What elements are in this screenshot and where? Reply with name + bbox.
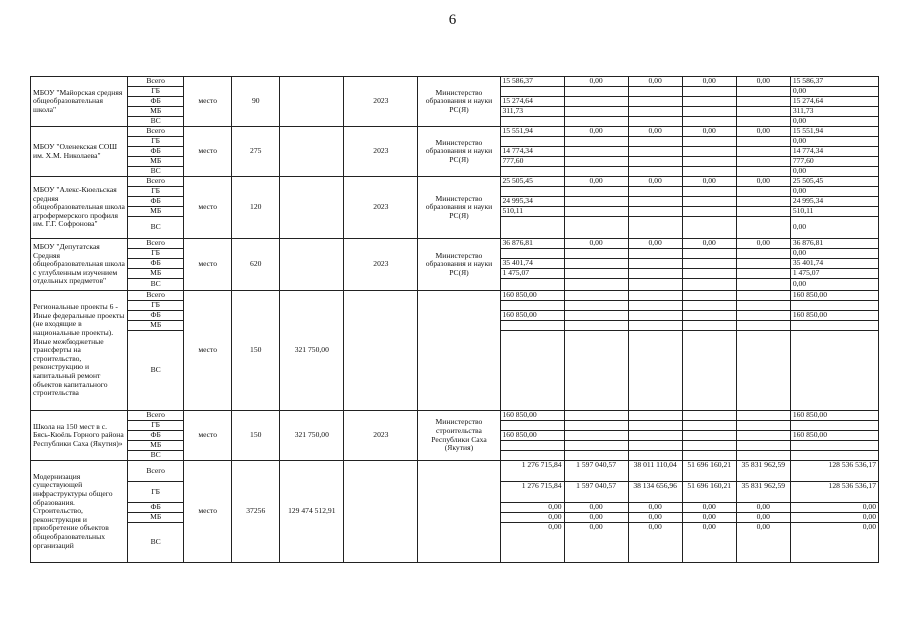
funding-source: ВС [128,279,184,291]
funding-table [30,76,879,563]
amount-cell: 35 401,74 [500,259,564,269]
amount-cell: 35 401,74 [790,259,878,269]
amount-cell: 1 597 040,57 [564,482,628,503]
amount-cell [682,441,736,451]
amount-cell [736,187,790,197]
amount-cell [564,197,628,207]
amount-cell: 160 850,00 [790,311,878,321]
amount-cell [736,137,790,147]
amount-cell: 0,00 [564,77,628,87]
amount-cell [736,207,790,217]
executor-cell: Министерство образования и науки РС(Я) [418,77,500,127]
amount-cell: 14 774,34 [500,147,564,157]
amount-cell [564,451,628,461]
amount-cell: 160 850,00 [500,291,564,301]
amount-cell [790,441,878,451]
amount-cell: 0,00 [736,177,790,187]
amount-cell: 24 995,34 [790,197,878,207]
amount-cell [628,197,682,207]
funding-source: МБ [128,107,184,117]
amount-cell: 1 597 040,57 [564,461,628,482]
amount-cell [736,269,790,279]
amount-cell [564,431,628,441]
amount-cell: 35 831 962,59 [736,461,790,482]
amount-cell: 0,00 [682,77,736,87]
year-cell: 2023 [344,411,418,461]
amount-cell: 24 995,34 [500,197,564,207]
object-name: МБОУ "Майорская средняя общеобразовательная школа" [31,77,128,127]
funding-source: ФБ [128,147,184,157]
amount-cell [564,107,628,117]
capacity-cell: 37256 [232,461,280,563]
amount-cell [628,217,682,239]
table-row [31,239,879,249]
object-name: МБОУ "Оленекская СОШ им. Х.М. Николаева" [31,127,128,177]
amount-cell [790,421,878,431]
amount-cell: 51 696 160,21 [682,461,736,482]
year-cell [344,291,418,411]
amount-cell [736,311,790,321]
amount-cell: 0,00 [736,239,790,249]
amount-cell: 0,00 [736,523,790,563]
amount-cell: 51 696 160,21 [682,482,736,503]
amount-cell [500,279,564,291]
amount-cell [736,279,790,291]
amount-cell [682,147,736,157]
amount-cell [682,321,736,331]
amount-cell [564,207,628,217]
amount-cell [682,291,736,301]
amount-cell [628,259,682,269]
funding-source: МБ [128,441,184,451]
amount-cell [500,331,564,411]
amount-cell: 0,00 [628,239,682,249]
amount-cell: 777,60 [790,157,878,167]
amount-cell [682,431,736,441]
amount-cell [736,249,790,259]
amount-cell [564,331,628,411]
amount-cell [564,269,628,279]
cost-cell [280,239,344,291]
amount-cell [736,157,790,167]
amount-cell [736,167,790,177]
amount-cell: 0,00 [628,77,682,87]
funding-source: ГБ [128,482,184,503]
amount-cell [682,87,736,97]
amount-cell [736,291,790,301]
page-number: 6 [448,12,457,28]
funding-source: МБ [128,513,184,523]
amount-cell [682,331,736,411]
amount-cell [500,167,564,177]
amount-cell [736,321,790,331]
amount-cell [682,301,736,311]
executor-cell: Министерство образования и науки РС(Я) [418,239,500,291]
cost-cell: 321 750,00 [280,291,344,411]
amount-cell [682,311,736,321]
funding-source: Всего [128,239,184,249]
amount-cell: 0,00 [564,513,628,523]
amount-cell [628,331,682,411]
object-name: Школа на 150 мест в с. Бясь-Кюёль Горного района Республики Саха (Якутия)» [31,411,128,461]
amount-cell [736,147,790,157]
amount-cell [564,137,628,147]
amount-cell: 0,00 [564,127,628,137]
amount-cell [736,97,790,107]
unit-cell: место [184,461,232,563]
year-cell: 2023 [344,177,418,239]
amount-cell: 15 586,37 [500,77,564,87]
funding-source: Всего [128,177,184,187]
amount-cell: 160 850,00 [790,291,878,301]
funding-source: ФБ [128,259,184,269]
amount-cell [736,301,790,311]
table-row [31,461,879,482]
amount-cell [736,451,790,461]
amount-cell [628,107,682,117]
funding-source: Всего [128,411,184,421]
amount-cell: 0,00 [790,249,878,259]
amount-cell [790,321,878,331]
amount-cell [500,421,564,431]
amount-cell [682,421,736,431]
amount-cell [628,311,682,321]
amount-cell [682,197,736,207]
amount-cell: 0,00 [790,503,878,513]
amount-cell [682,107,736,117]
capacity-cell: 620 [232,239,280,291]
amount-cell [628,441,682,451]
amount-cell: 0,00 [500,523,564,563]
amount-cell: 0,00 [628,513,682,523]
amount-cell [790,301,878,311]
amount-cell [682,217,736,239]
table-row [31,291,879,301]
amount-cell [564,311,628,321]
table-row [31,127,879,137]
table-row [31,177,879,187]
amount-cell: 0,00 [736,127,790,137]
amount-cell [628,421,682,431]
amount-cell: 311,73 [790,107,878,117]
amount-cell [682,259,736,269]
funding-source: Всего [128,461,184,482]
amount-cell: 510,11 [790,207,878,217]
amount-cell: 777,60 [500,157,564,167]
amount-cell [500,187,564,197]
amount-cell [682,117,736,127]
amount-cell [564,147,628,157]
cost-cell: 129 474 512,91 [280,461,344,563]
executor-cell: Министерство образования и науки РС(Я) [418,127,500,177]
capacity-cell: 120 [232,177,280,239]
amount-cell [500,441,564,451]
amount-cell [628,207,682,217]
amount-cell [628,137,682,147]
amount-cell [736,421,790,431]
amount-cell [736,217,790,239]
unit-cell: место [184,239,232,291]
amount-cell: 311,73 [500,107,564,117]
year-cell [344,461,418,563]
amount-cell [682,451,736,461]
funding-source: Всего [128,291,184,301]
funding-source: МБ [128,269,184,279]
amount-cell: 36 876,81 [790,239,878,249]
amount-cell: 15 586,37 [790,77,878,87]
amount-cell: 0,00 [682,127,736,137]
amount-cell [564,187,628,197]
amount-cell [628,147,682,157]
amount-cell [736,259,790,269]
amount-cell: 14 774,34 [790,147,878,157]
amount-cell: 128 536 536,17 [790,482,878,503]
amount-cell [628,279,682,291]
amount-cell [628,249,682,259]
amount-cell [628,97,682,107]
amount-cell: 36 876,81 [500,239,564,249]
amount-cell: 0,00 [790,87,878,97]
object-name: МБОУ "Алекс-Кюельская средняя общеобразовательная школа агрофермерского профиля им. Г.Г. Софронова" [31,177,128,239]
amount-cell: 38 134 656,96 [628,482,682,503]
cost-cell [280,127,344,177]
amount-cell: 0,00 [628,177,682,187]
amount-cell [682,207,736,217]
amount-cell [628,87,682,97]
amount-cell: 0,00 [790,513,878,523]
amount-cell: 1 475,07 [500,269,564,279]
table-row [31,411,879,421]
unit-cell: место [184,177,232,239]
amount-cell [628,167,682,177]
amount-cell: 15 551,94 [500,127,564,137]
amount-cell: 128 536 536,17 [790,461,878,482]
amount-cell: 0,00 [564,177,628,187]
amount-cell [564,87,628,97]
funding-source: ГБ [128,421,184,431]
amount-cell: 0,00 [628,523,682,563]
amount-cell: 0,00 [736,503,790,513]
amount-cell: 160 850,00 [790,431,878,441]
executor-cell [418,461,500,563]
amount-cell [628,291,682,301]
funding-source: ГБ [128,249,184,259]
amount-cell [736,197,790,207]
funding-source: ФБ [128,431,184,441]
amount-cell [500,321,564,331]
funding-source: МБ [128,207,184,217]
cost-cell: 321 750,00 [280,411,344,461]
year-cell: 2023 [344,77,418,127]
funding-source: ВС [128,117,184,127]
amount-cell [628,411,682,421]
amount-cell [736,411,790,421]
amount-cell [736,431,790,441]
funding-source: ФБ [128,311,184,321]
amount-cell: 0,00 [682,239,736,249]
amount-cell: 0,00 [790,279,878,291]
table-row [31,77,879,87]
amount-cell [682,167,736,177]
funding-source: ВС [128,523,184,563]
amount-cell [628,157,682,167]
amount-cell [628,187,682,197]
funding-source: ГБ [128,87,184,97]
amount-cell [628,117,682,127]
amount-cell [500,451,564,461]
amount-cell [682,137,736,147]
funding-source: ВС [128,217,184,239]
amount-cell [682,187,736,197]
capacity-cell: 150 [232,411,280,461]
amount-cell: 1 475,07 [790,269,878,279]
amount-cell: 1 276 715,84 [500,461,564,482]
amount-cell: 0,00 [682,513,736,523]
amount-cell [564,249,628,259]
amount-cell: 0,00 [682,523,736,563]
capacity-cell: 90 [232,77,280,127]
amount-cell: 0,00 [682,177,736,187]
amount-cell [500,87,564,97]
amount-cell [628,321,682,331]
funding-source: МБ [128,157,184,167]
cost-cell [280,77,344,127]
amount-cell: 0,00 [564,523,628,563]
amount-cell: 0,00 [564,503,628,513]
amount-cell: 0,00 [628,127,682,137]
object-name: Региональные проекты 6 - Иные федеральные проекты (не входящие в национальные проекты). Иные межбюджетные трансферты на строительство, реконструкцию и капитальный ремонт объектов капитального строительства [31,291,128,411]
amount-cell [790,331,878,411]
amount-cell: 0,00 [790,187,878,197]
amount-cell: 0,00 [500,513,564,523]
amount-cell [736,331,790,411]
cost-cell [280,177,344,239]
funding-source: Всего [128,127,184,137]
amount-cell [682,279,736,291]
amount-cell: 0,00 [628,503,682,513]
amount-cell [628,301,682,311]
amount-cell [564,217,628,239]
amount-cell: 0,00 [790,117,878,127]
amount-cell [564,259,628,269]
amount-cell: 0,00 [500,503,564,513]
amount-cell [564,97,628,107]
amount-cell [564,411,628,421]
unit-cell: место [184,411,232,461]
amount-cell [628,269,682,279]
executor-cell [418,291,500,411]
amount-cell [564,117,628,127]
amount-cell [736,107,790,117]
amount-cell [564,301,628,311]
amount-cell [682,97,736,107]
amount-cell: 0,00 [790,137,878,147]
capacity-cell: 150 [232,291,280,411]
amount-cell: 160 850,00 [500,431,564,441]
funding-source: Всего [128,77,184,87]
amount-cell [736,87,790,97]
amount-cell [790,451,878,461]
amount-cell [564,291,628,301]
funding-source: ГБ [128,301,184,311]
funding-source: ВС [128,331,184,411]
object-name: Модернизация существующей инфраструктуры общего образования. Строительство, реконструкция и приобретение объектов общеобразовательных организаций [31,461,128,563]
amount-cell: 15 274,64 [500,97,564,107]
year-cell: 2023 [344,239,418,291]
funding-source: ГБ [128,137,184,147]
unit-cell: место [184,77,232,127]
amount-cell: 0,00 [736,77,790,87]
capacity-cell: 275 [232,127,280,177]
amount-cell: 25 505,45 [500,177,564,187]
amount-cell [500,301,564,311]
amount-cell [564,321,628,331]
amount-cell: 0,00 [790,217,878,239]
amount-cell [500,117,564,127]
object-name: МБОУ "Депутатская Средняя общеобразовательная школа с углубленным изучением отдельных предметов" [31,239,128,291]
executor-cell: Министерство образования и науки РС(Я) [418,177,500,239]
amount-cell: 0,00 [682,503,736,513]
amount-cell: 160 850,00 [500,311,564,321]
funding-source: ФБ [128,503,184,513]
amount-cell [628,451,682,461]
amount-cell [682,249,736,259]
amount-cell [564,441,628,451]
unit-cell: место [184,291,232,411]
amount-cell [500,217,564,239]
amount-cell [736,117,790,127]
amount-cell: 0,00 [790,523,878,563]
amount-cell: 0,00 [736,513,790,523]
amount-cell [682,411,736,421]
funding-source: ФБ [128,197,184,207]
amount-cell: 25 505,45 [790,177,878,187]
amount-cell: 160 850,00 [790,411,878,421]
amount-cell: 15 274,64 [790,97,878,107]
amount-cell [564,167,628,177]
amount-cell [564,279,628,291]
amount-cell: 35 831 962,59 [736,482,790,503]
amount-cell: 15 551,94 [790,127,878,137]
amount-cell: 1 276 715,84 [500,482,564,503]
funding-source: ВС [128,167,184,177]
funding-source: МБ [128,321,184,331]
funding-source: ФБ [128,97,184,107]
amount-cell: 0,00 [564,239,628,249]
amount-cell [564,421,628,431]
funding-source: ВС [128,451,184,461]
amount-cell [682,269,736,279]
funding-source: ГБ [128,187,184,197]
amount-cell: 160 850,00 [500,411,564,421]
amount-cell: 38 011 110,04 [628,461,682,482]
amount-cell [736,441,790,451]
amount-cell [682,157,736,167]
year-cell: 2023 [344,127,418,177]
executor-cell: Министерство строительства Республики Саха (Якутия) [418,411,500,461]
amount-cell [500,137,564,147]
amount-cell [500,249,564,259]
amount-cell [564,157,628,167]
amount-cell: 0,00 [790,167,878,177]
amount-cell [628,431,682,441]
amount-cell: 510,11 [500,207,564,217]
unit-cell: место [184,127,232,177]
